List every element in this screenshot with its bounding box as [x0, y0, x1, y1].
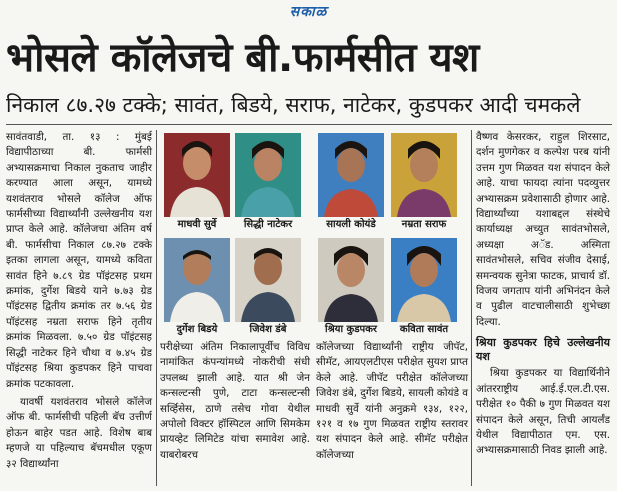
article-paragraph: सावंतवाडी, ता. १३ : मुंबई विद्यापीठाच्या बी. फार्मसी अभ्यासक्रमाचा निकाल नुकताच जाहीर करण्यात आला असून, यामध्ये यशवंतराव भोसले कॉलेज ऑफ फार्मसीच्या विद्यार्थ्यांनी उल्लेखनीय यश प्राप्त केले आहे. कॉलेजचा अंतिम वर्ष बी. फार्मसीचा निकाल ८७.२७ टक्के इतका लागला असून, यामध्ये कविता सावंत हिने ७.८९ ग्रेड पॉइंटसह प्रथम क्रमांक, दुर्गेश बिडये याने ७.७३ ग्रेड पॉइंटसह द्वितीय क्रमांक तर ७.५६ ग्रेड पॉइंटसह नम्रता सराफ हिने तृतीय क्रमांक मिळवला. ७.५० ग्रेड पॉइंटसह सिद्धी नाटेकर हिने चौथा व ७.४५ ग्रेड पॉइंटसह श्रिया कुडपकर हिने पाचवा क्रमांक पटकावला.: [6, 131, 152, 390]
photo-caption: माधवी सुर्वे: [177, 219, 217, 230]
article-column-1: [6, 130, 152, 475]
student-photo: [235, 133, 301, 217]
portrait-image: [164, 133, 230, 217]
photo-caption: सायली कोयंडे: [326, 219, 376, 230]
student-photo: [318, 133, 384, 217]
article-paragraph: कॉलेजच्या विद्यार्थ्यांनी राष्ट्रीय जीपॅट, सीमॅट, आयएलटीएस परीक्षेत सुयश प्राप्त केले आहे. जीपॅट परीक्षेत कॉलेजच्या जिवेश डंबे, दुर्गेश बिडये, सायली कोयंडे व माधवी सुर्वे यांनी अनुक्रमे १३४, १२२, १२१ व १७ गुण मिळवत राष्ट्रीय स्तरावर यश संपादन केले आहे. सीमॅट परीक्षेत कॉलेजच्या: [316, 341, 468, 461]
article-paragraph: वैष्णव केसरकर, राहुल शिरसाट, दर्शन मुणगेकर व कल्पेश परब यांनी उत्तम गुण मिळवत यश संपादन केले आहे. याचा फायदा त्यांना पदव्युत्तर अभ्यासक्रम प्रवेशासाठी होणार आहे. विद्यार्थ्यांच्या यशाबद्दल संस्थेचे कार्याध्यक्ष अच्युत सावंतभोसले, अध्यक्षा अॅड. अस्मिता सावंतभोसले, सचिव संजीव देसाई, समन्वयक सुनेत्रा फाटक, प्राचार्य डॉ. विजय जगताप यांनी अभिनंदन केले व पुढील वाटचालीसाठी शुभेच्छा दिल्या.: [476, 131, 610, 328]
column-divider: [471, 130, 472, 486]
student-photo: [391, 238, 457, 322]
portrait-image: [235, 133, 301, 217]
portrait-image: [391, 133, 457, 217]
student-photo: [164, 238, 230, 322]
portrait-image: [164, 238, 230, 322]
article-subheading: श्रिया कुडपकर हिचे उल्लेखनीय यश: [476, 336, 610, 364]
article-paragraph: यावर्षी यशवंतराव भोसले कॉलेज ऑफ बी. फार्मसीची पहिली बॅच उत्तीर्ण होऊन बाहेर पडत आहे. विशेष बाब म्हणजे या पहिल्याच बॅचमधील एकूण ३२ विद्यार्थ्यांना: [6, 395, 152, 470]
student-photo: [318, 238, 384, 322]
portrait-image: [235, 238, 301, 322]
photo-caption: दुर्गेश बिडये: [176, 324, 218, 335]
article-column-4: [476, 130, 610, 462]
article-column-2: [160, 340, 310, 466]
photo-caption: जिवेश डंबे: [249, 324, 287, 335]
photo-caption: सिद्धी नाटेकर: [243, 219, 293, 230]
masthead: सकाळ: [289, 4, 328, 20]
column-divider: [156, 130, 157, 486]
divider: [6, 124, 612, 125]
article-paragraph: परीक्षेच्या अंतिम निकालापूर्वीच विविध नामांकित कंपन्यांमध्ये नोकरीची संधी उपलब्ध झाली आहे. यात श्री जेन कन्सल्टन्सी पुणे, टाटा कन्सल्टन्सी सर्व्हिसेस, ठाणे तसेच गोवा येथील अपोलो विक्टर हॉस्पिटल आणि सिमकेम प्रायव्हेट लिमिटेड यांचा समावेश आहे. याबरोबरच: [160, 341, 310, 461]
portrait-image: [318, 133, 384, 217]
headline: भोसले कॉलेजचे बी.फार्मसीत यश: [6, 35, 479, 81]
photo-caption: श्रिया कुडपकर: [324, 324, 378, 335]
student-photo: [164, 133, 230, 217]
article-paragraph: श्रिया कुडपकर या विद्यार्थिनीने आंतरराष्ट्रीय आई.ई.एल.टी.एस. परीक्षेत १० पैकी ७ गुण मिळवत यश संपादन केले असून, तिची आयर्लंड येथील विद्यापीठात एम. एस. अभ्यासक्रमासाठी निवड झाली आहे.: [476, 367, 610, 457]
photo-caption: नम्रता सराफ: [401, 219, 447, 230]
subheadline: निकाल ८७.२७ टक्के; सावंत, बिडये, सराफ, नाटेकर, कुडपकर आदी चमकले: [6, 93, 581, 117]
article-column-3: [316, 340, 468, 466]
student-photo: [391, 133, 457, 217]
student-photo: [235, 238, 301, 322]
portrait-image: [318, 238, 384, 322]
photo-caption: कविता सावंत: [399, 324, 449, 335]
portrait-image: [391, 238, 457, 322]
